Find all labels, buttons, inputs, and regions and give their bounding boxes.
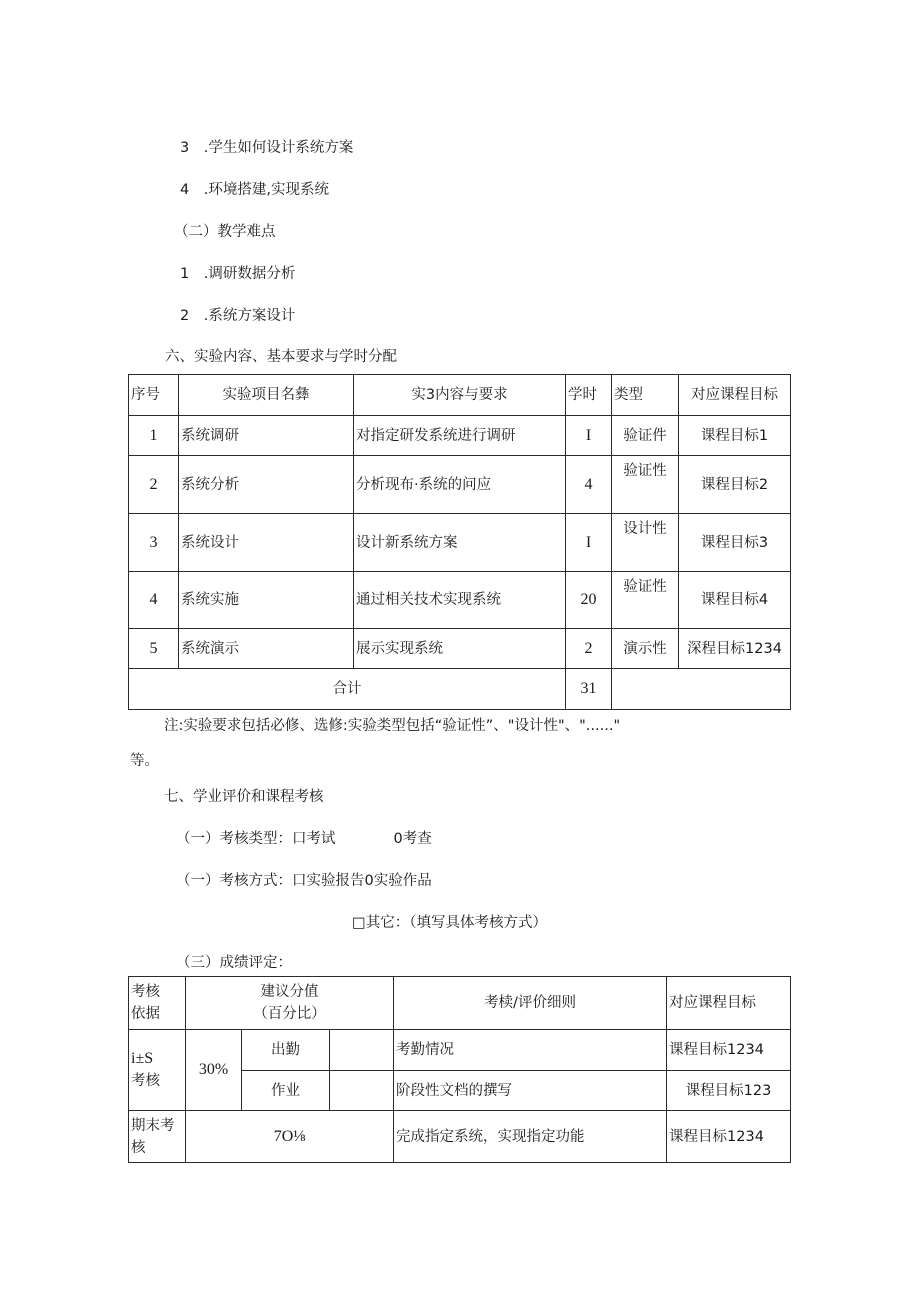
table-note-continued: 等。 bbox=[130, 753, 159, 769]
row-hours: 4 bbox=[566, 456, 612, 514]
header-goal: 对应课程目标 bbox=[667, 977, 791, 1030]
subheading-teaching-difficulty: （二）教学难点 bbox=[174, 224, 276, 240]
attendance-goal: 课程目标1234 bbox=[667, 1030, 791, 1071]
row-type: 验证件 bbox=[612, 416, 679, 456]
grading-table bbox=[128, 976, 791, 1163]
table-total-row bbox=[129, 669, 791, 710]
row-name: 系统分析 bbox=[179, 456, 354, 514]
row-name: 系统实施 bbox=[179, 572, 354, 629]
homework-detail: 阶段性文档的撰写 bbox=[394, 1071, 667, 1111]
section6-title: 六、实验内容、基本要求与学时分配 bbox=[165, 349, 397, 365]
row-name: 系统设计 bbox=[179, 514, 354, 572]
header-detail: 考椟/评价细则 bbox=[394, 977, 667, 1030]
header-basis-line2: 依据 bbox=[131, 1006, 160, 1022]
table-row bbox=[129, 1111, 791, 1163]
table-row bbox=[129, 572, 791, 629]
row-name: 系统调研 bbox=[179, 416, 354, 456]
header-hours: 学时 bbox=[566, 375, 612, 416]
homework-empty bbox=[330, 1071, 394, 1111]
homework-label: 作业 bbox=[242, 1071, 330, 1111]
header-goal: 对应课程目标 bbox=[679, 375, 791, 416]
row-type: 设计性 bbox=[612, 514, 679, 572]
row-type: 验证性 bbox=[612, 572, 679, 629]
table-row bbox=[129, 629, 791, 669]
final-exam-line1: 期末考 bbox=[131, 1117, 175, 1134]
list-item-4: 4 .环境搭建,实现系统 bbox=[180, 182, 329, 198]
regular-weight: 30% bbox=[186, 1030, 242, 1111]
header-seq: 序号 bbox=[129, 375, 179, 416]
difficulty-item-1: 1 .调研数据分析 bbox=[180, 266, 296, 282]
row-goal: 课程目标3 bbox=[679, 514, 791, 572]
grading-header-row bbox=[129, 977, 791, 1030]
final-exam-label bbox=[129, 1111, 186, 1163]
attendance-detail: 考勤情况 bbox=[394, 1030, 667, 1071]
row-type: 演示性 bbox=[612, 629, 679, 669]
table-row bbox=[129, 416, 791, 456]
list-item-3: 3 .学生如何设计系统方案 bbox=[180, 140, 354, 156]
header-type: 类型 bbox=[612, 375, 679, 416]
row-name: 系统演示 bbox=[179, 629, 354, 669]
row-content: 展示实现系统 bbox=[354, 629, 566, 669]
row-hours: 2 bbox=[566, 629, 612, 669]
header-project-name: 实验项目名彝 bbox=[179, 375, 354, 416]
regular-assessment-line2: 考核 bbox=[131, 1073, 160, 1089]
row-hours: I bbox=[566, 514, 612, 572]
row-no: 5 bbox=[129, 629, 179, 669]
header-weight-line2: （百分比） bbox=[253, 1006, 326, 1022]
row-no: 1 bbox=[129, 416, 179, 456]
table-note: 注:实验要求包括必修、选修:实验类型包括“验证性”、"设计性"、"......" bbox=[164, 718, 621, 734]
header-content: 实3内容与要求 bbox=[354, 375, 566, 416]
table-row bbox=[129, 1030, 791, 1071]
header-basis bbox=[129, 977, 186, 1030]
row-no: 2 bbox=[129, 456, 179, 514]
section7-title: 七、学业评价和课程考核 bbox=[164, 789, 324, 805]
grading-title: （三）成绩评定： bbox=[176, 955, 292, 971]
total-empty bbox=[612, 669, 791, 710]
total-hours: 31 bbox=[566, 669, 612, 710]
other-method: □其它：（填写具体考核方式） bbox=[352, 915, 547, 931]
row-goal: 课程目标4 bbox=[679, 572, 791, 629]
row-content: 设计新系统方案 bbox=[354, 514, 566, 572]
row-no: 3 bbox=[129, 514, 179, 572]
table-row bbox=[129, 456, 791, 514]
header-basis-line1: 考核 bbox=[131, 984, 160, 1000]
row-content: 对指定研发系统进行调研 bbox=[354, 416, 566, 456]
row-hours: 20 bbox=[566, 572, 612, 629]
row-no: 4 bbox=[129, 572, 179, 629]
row-goal: 深程目标1234 bbox=[679, 629, 791, 669]
table-header-row bbox=[129, 375, 791, 416]
experiment-table bbox=[128, 374, 791, 710]
difficulty-item-2: 2 .系统方案设计 bbox=[180, 308, 296, 324]
final-detail: 完成指定系统，实现指定功能 bbox=[394, 1111, 667, 1163]
header-weight bbox=[186, 977, 394, 1030]
final-goal: 课程目标1234 bbox=[667, 1111, 791, 1163]
table-row bbox=[129, 514, 791, 572]
final-weight: 7O⅛ bbox=[186, 1111, 394, 1163]
attendance-empty bbox=[330, 1030, 394, 1071]
header-weight-line1: 建议分值 bbox=[260, 984, 319, 1000]
homework-goal: 课程目标123 bbox=[667, 1071, 791, 1111]
row-hours: I bbox=[566, 416, 612, 456]
row-content: 通过相关技术实现系统 bbox=[354, 572, 566, 629]
attendance-label: 出勤 bbox=[242, 1030, 330, 1071]
total-label: 合计 bbox=[129, 669, 566, 710]
row-goal: 课程目标2 bbox=[679, 456, 791, 514]
regular-assessment-label bbox=[129, 1030, 186, 1111]
exam-type: （一）考核类型：口考试 0考查 bbox=[176, 831, 432, 847]
row-content: 分析现布·系统的问应 bbox=[354, 456, 566, 514]
regular-assessment-line1: i±S bbox=[131, 1050, 154, 1067]
exam-method: （一）考核方式：口实验报告0实验作品 bbox=[176, 873, 432, 889]
row-type: 验证性 bbox=[612, 456, 679, 514]
final-exam-line2: 核 bbox=[131, 1139, 146, 1156]
row-goal: 课程目标1 bbox=[679, 416, 791, 456]
